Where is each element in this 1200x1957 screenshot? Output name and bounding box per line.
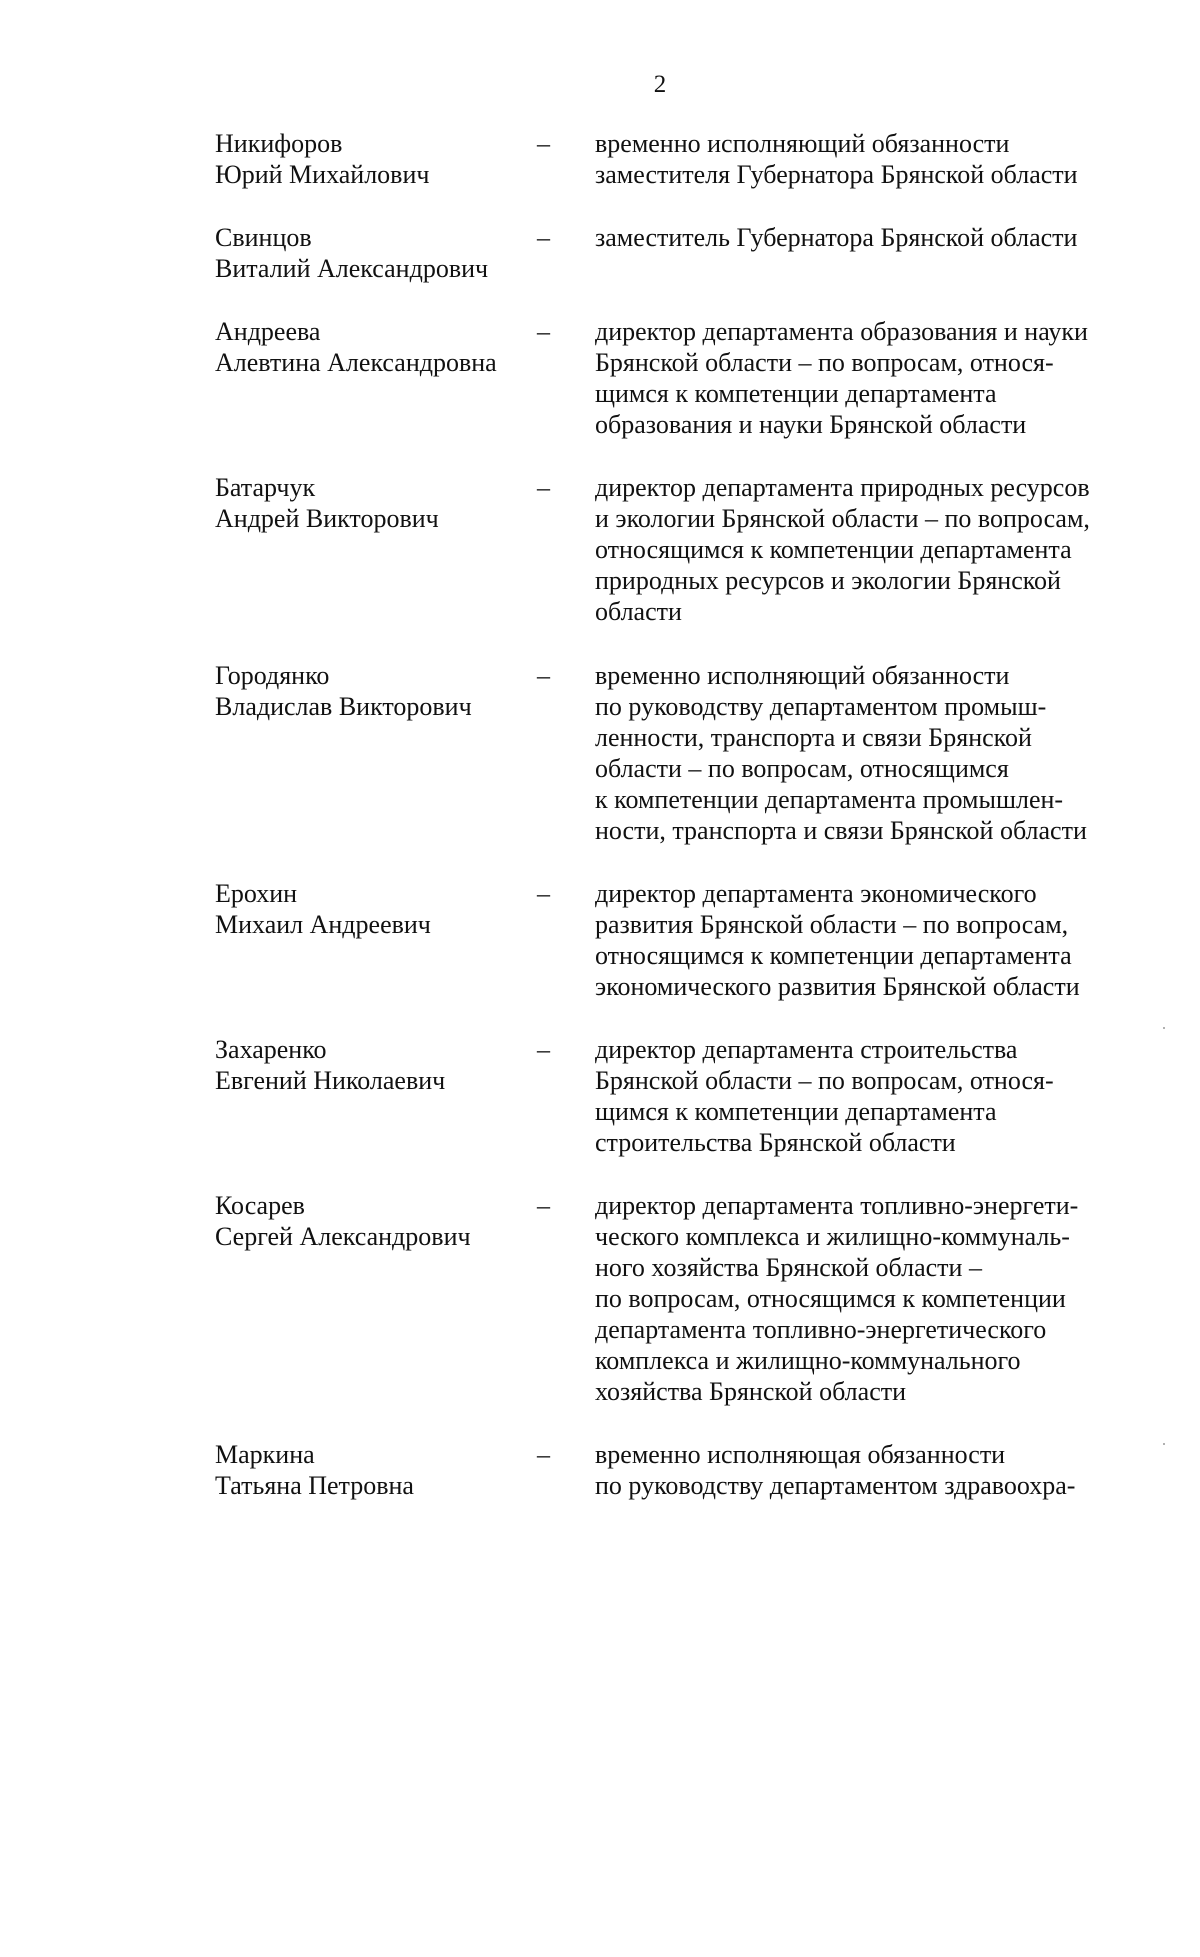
description-line: щимся к компетенции департамента: [595, 1097, 997, 1126]
description-line: к компетенции департамента промышлен-: [595, 785, 1064, 814]
person-surname: Косарев: [215, 1191, 305, 1220]
person-given-name: Татьяна Петровна: [215, 1471, 414, 1500]
description-line: ного хозяйства Брянской области –: [595, 1253, 982, 1282]
person-given-name: Юрий Михайлович: [215, 160, 430, 189]
list-item: [215, 1190, 1115, 1407]
list-item: [215, 472, 1115, 627]
person-name: [215, 878, 535, 1002]
description-line: директор департамента экономического: [595, 879, 1037, 908]
person-name: [215, 472, 535, 627]
dash-separator: –: [537, 1035, 550, 1064]
dash-separator: –: [537, 317, 550, 346]
description-line: области – по вопросам, относящимся: [595, 754, 1009, 783]
description-line: области: [595, 597, 682, 626]
person-name: [215, 222, 535, 284]
person-surname: Ерохин: [215, 879, 298, 908]
description-line: заместитель Губернатора Брянской области: [595, 223, 1078, 252]
person-name: [215, 660, 535, 846]
position-description: [595, 222, 1115, 284]
description-line: природных ресурсов и экологии Брянской: [595, 566, 1061, 595]
list-item: [215, 660, 1115, 846]
description-line: ческого комплекса и жилищно-коммуналь-: [595, 1222, 1070, 1251]
person-surname: Никифоров: [215, 129, 343, 158]
person-given-name: Сергей Александрович: [215, 1222, 471, 1251]
position-description: [595, 128, 1115, 190]
description-line: строительства Брянской области: [595, 1128, 956, 1157]
person-surname: Маркина: [215, 1440, 315, 1469]
list-item: [215, 1034, 1115, 1158]
person-name: [215, 1034, 535, 1158]
dash-separator: –: [537, 661, 550, 690]
list-item: [215, 316, 1115, 440]
description-line: временно исполняющая обязанности: [595, 1440, 1006, 1469]
description-line: Брянской области – по вопросам, относя-: [595, 348, 1054, 377]
person-surname: Батарчук: [215, 473, 316, 502]
person-given-name: Владислав Викторович: [215, 692, 472, 721]
person-name: [215, 1439, 535, 1501]
person-name: [215, 316, 535, 440]
description-line: Брянской области – по вопросам, относя-: [595, 1066, 1054, 1095]
position-description: [595, 1439, 1115, 1501]
list-item: [215, 128, 1115, 190]
dash-separator: –: [537, 129, 550, 158]
description-line: относящимся к компетенции департамента: [595, 941, 1072, 970]
person-given-name: Виталий Александрович: [215, 254, 489, 283]
person-given-name: Евгений Николаевич: [215, 1066, 446, 1095]
person-surname: Свинцов: [215, 223, 312, 252]
description-line: директор департамента природных ресурсов: [595, 473, 1090, 502]
person-surname: Городянко: [215, 661, 330, 690]
description-line: щимся к компетенции департамента: [595, 379, 997, 408]
person-name: [215, 128, 535, 190]
description-line: департамента топливно-энергетического: [595, 1315, 1047, 1344]
scan-speck: [1163, 1443, 1165, 1445]
description-line: директор департамента топливно-энергети-: [595, 1191, 1079, 1220]
dash-separator: –: [537, 1191, 550, 1220]
page-number: 2: [653, 71, 667, 98]
description-line: ленности, транспорта и связи Брянской: [595, 723, 1032, 752]
description-line: директор департамента строительства: [595, 1035, 1018, 1064]
description-line: экономического развития Брянской области: [595, 972, 1080, 1001]
description-line: по руководству департаментом здравоохра-: [595, 1471, 1076, 1500]
description-line: временно исполняющий обязанности: [595, 129, 1010, 158]
position-description: [595, 878, 1115, 1002]
dash-separator: –: [537, 1440, 550, 1469]
position-description: [595, 316, 1115, 440]
position-description: [595, 1034, 1115, 1158]
list-item: [215, 222, 1115, 284]
person-surname: Захаренко: [215, 1035, 327, 1064]
person-given-name: Андрей Викторович: [215, 504, 439, 533]
description-line: временно исполняющий обязанности: [595, 661, 1010, 690]
person-given-name: Алевтина Александровна: [215, 348, 497, 377]
position-description: [595, 1190, 1115, 1407]
list-item: [215, 878, 1115, 1002]
description-line: развития Брянской области – по вопросам,: [595, 910, 1069, 939]
description-line: хозяйства Брянской области: [595, 1377, 907, 1406]
dash-separator: –: [537, 473, 550, 502]
description-line: и экологии Брянской области – по вопросам,: [595, 504, 1090, 533]
description-line: ности, транспорта и связи Брянской области: [595, 816, 1087, 845]
description-line: образования и науки Брянской области: [595, 410, 1027, 439]
description-line: по руководству департаментом промыш-: [595, 692, 1047, 721]
person-name: [215, 1190, 535, 1407]
position-description: [595, 660, 1115, 846]
description-line: директор департамента образования и науки: [595, 317, 1088, 346]
scan-speck: [1163, 1027, 1165, 1029]
dash-separator: –: [537, 223, 550, 252]
position-description: [595, 472, 1115, 627]
description-line: относящимся к компетенции департамента: [595, 535, 1072, 564]
list-item: [215, 1439, 1115, 1501]
person-surname: Андреева: [215, 317, 321, 346]
person-given-name: Михаил Андреевич: [215, 910, 431, 939]
description-line: комплекса и жилищно-коммунального: [595, 1346, 1021, 1375]
dash-separator: –: [537, 879, 550, 908]
description-line: по вопросам, относящимся к компетенции: [595, 1284, 1066, 1313]
description-line: заместителя Губернатора Брянской области: [595, 160, 1078, 189]
